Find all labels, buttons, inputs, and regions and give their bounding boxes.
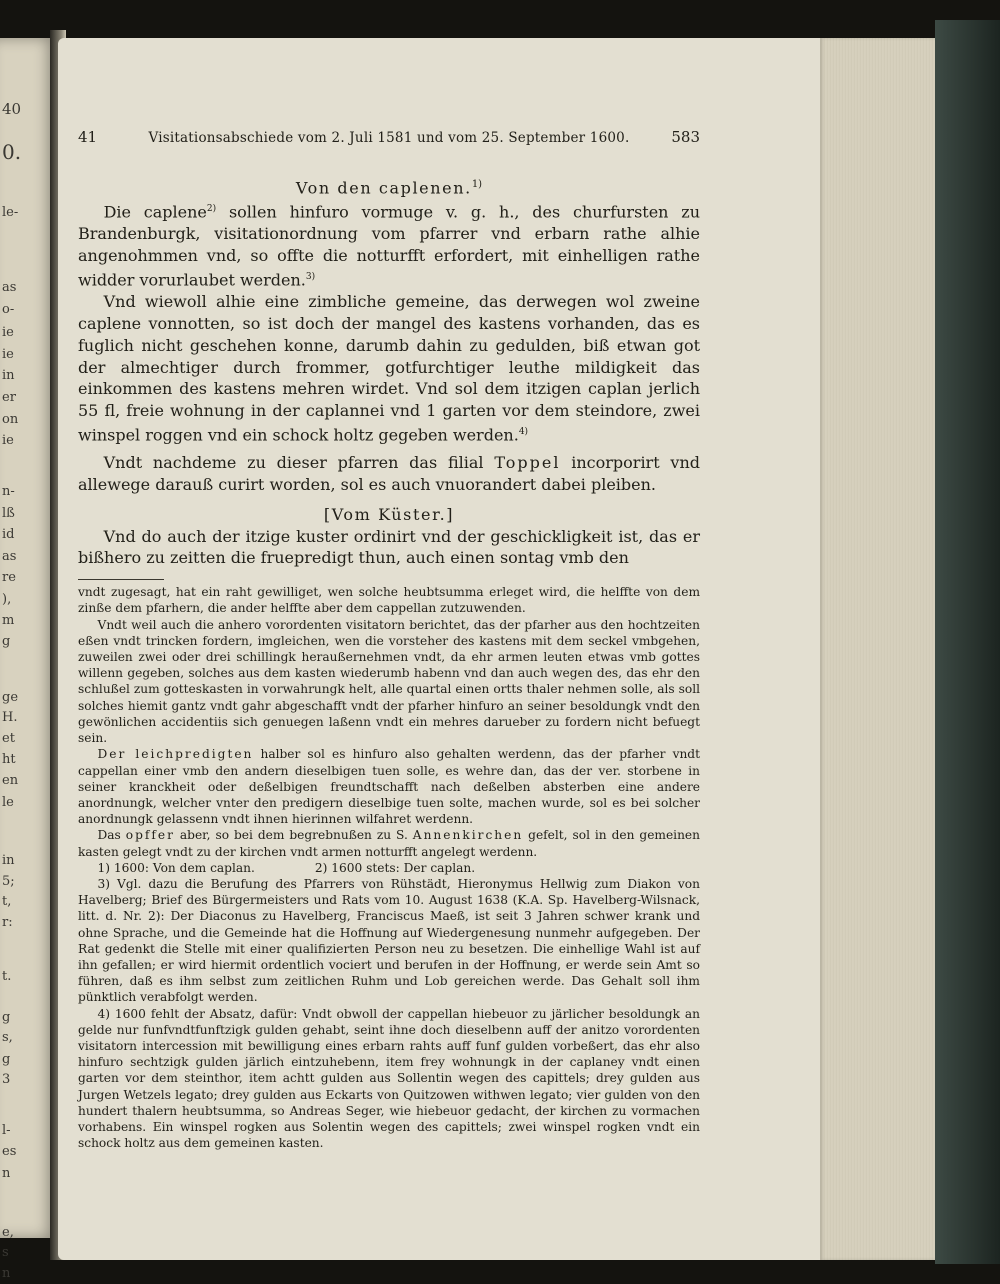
book-cover-edge bbox=[935, 20, 1000, 1264]
section-heading-caplenen: Von den caplenen.$^{1)}$ bbox=[295, 178, 483, 198]
footnote-ref: 2) bbox=[206, 204, 217, 215]
page-block-edge bbox=[820, 38, 945, 1260]
paragraph: Vndt nachdeme zu dieser pfarren das filial Toppel incorporirt vnd allewege darauß curirt worden, sol es auch vnuorandert dabei pleiben. bbox=[78, 453, 701, 494]
footnote-2: 2) 1600 stets: Der caplan. bbox=[314, 860, 476, 875]
left-page-fragment: s bbox=[2, 1245, 9, 1260]
paragraph: Die caplene$^{2)}$ sollen hinfuro vormuge v. g. h., des churfursten zu Brandenburgk, visitationordnung vom pfarrer vnd erbarn rathe alhie angenohmmen vnd, so offte die notturfft erfordert, mit einhelligen rathe widder vorurlaubet werden.$^{3)}$ bbox=[78, 202, 701, 290]
left-page-fragment: 5; bbox=[2, 874, 15, 889]
page-number-left: 41 bbox=[78, 128, 98, 146]
left-page-fragment: r: bbox=[2, 915, 13, 930]
footnote-paragraph: Das opffer aber, so bei dem begrebnußen zu S. Annenkirchen gefelt, sol in den gemeinen kasten gelegt vndt zu der kirchen vndt armen notturfft angelegt werdenn. bbox=[78, 828, 700, 859]
left-page-fragment: et bbox=[2, 731, 15, 746]
footnote-paragraph: Vndt weil auch die anhero vorordenten visitatorn berichtet, das der pfarher aus den hochtzeiten eßen vndt trincken fordern, imgleichen, wen die vorsteher des kastens mit dem seckel vmbgehen, zuweilen zwei oder drei schillingk heraußernehmen vndt, da ehr armen leuten etwas vmb gottes willenn gegeben, solches aus dem kasten wiederumb habenn vnd dan auch wegen des, das ehr den schlußel zum gotteskasten in vorwahrungk helt, alle quartal einen ortts thaler nehmen solle, als soll solches hiemit gantz vndt gahr abgeschafft vndt der pfarher hinfuro an seiner besoldungk vndt den gewönlichen accidentiis sich genuegen laßenn vndt ein mehres darueber zu fordern nicht befuegt sein. bbox=[78, 617, 700, 746]
left-page-fragment: es bbox=[2, 1144, 17, 1159]
footnote-4: 4) 1600 fehlt der Absatz, dafür: Vndt obwoll der cappellan hiebeuor zu järlicher besoldungk an gelde nur funfvndtfunftzigk gulden gehabt, seint ihne doch dieselbenn auff der anitzo vorordenten visitatorn intercession mit bewilligung eines erbarn rahts auff funf gulden vorbeßert, das ehr also hinfuro sechtzigk gulden järlich eintzuhebenn, item frey wohnungk in der caplaney vndt einen garten vor dem steinthor, item achtt gulden aus Sollentin wegen des capittels; drey gulden aus Jurgen Wetzels legato; drey gulden aus Eckarts von Quitzowen withwen legato; vier gulden von den hundert thalern heubtsumma, so Andreas Seger, wie hiebeuor gedacht, der kirchen zu vormachen vorhabens. Ein winspel rogken aus Solentin wegen des capittels; zwei winspel rogken vndt ein schock holtz aus dem gemeinen kasten. bbox=[78, 1006, 700, 1151]
left-page-fragment: er bbox=[2, 390, 16, 405]
left-page-fragment: t. bbox=[2, 969, 12, 984]
left-page-fragment: o- bbox=[2, 302, 15, 317]
footnote-continuation: vndt zugesagt, hat ein raht gewilliget, wen solche heubtsumma erleget wird, die helffte von dem zinße dem pfarhern, die ander helffte aber dem cappellan zutzuwenden. bbox=[78, 585, 700, 616]
footnote-ref: 1) bbox=[471, 179, 483, 190]
left-page-fragment: l- bbox=[2, 1123, 11, 1138]
left-page-fragment: in bbox=[2, 853, 15, 868]
left-page-fragment: e, bbox=[2, 1225, 14, 1240]
left-page-fragment: g bbox=[2, 1010, 11, 1025]
left-page-fragment: id bbox=[2, 527, 15, 542]
left-page-fragment: 3 bbox=[2, 1072, 11, 1087]
left-page-fragment: s, bbox=[2, 1030, 13, 1045]
left-page-fragment: ), bbox=[2, 592, 12, 607]
left-page-fragment: g bbox=[2, 1052, 11, 1067]
left-page-fragment: lß bbox=[2, 506, 15, 521]
left-page-fragment: in bbox=[2, 368, 15, 383]
footnotes bbox=[78, 584, 700, 1151]
left-page-fragment: as bbox=[2, 549, 17, 564]
footnote-ref: 3) bbox=[305, 272, 316, 283]
left-page-fragment: t, bbox=[2, 894, 12, 909]
left-page-fragment: m bbox=[2, 613, 15, 628]
running-header bbox=[78, 128, 700, 154]
left-page-fragment: ie bbox=[2, 347, 14, 362]
running-title: Visitationsabschiede vom 2. Juli 1581 und vom 25. September 1600. bbox=[148, 130, 630, 146]
footnote-paragraph: Der leichpredigten halber sol es hinfuro also gehalten werdenn, das der pfarher vndt cappellan einer vmb den andern dieselbigen tuen solle, es wehre dan, das der ver. storbene in seiner kranckheit oder deßelbigen freundtschafft nach deßelben absterben eine andere anordnungk, welcher vnter den predigern dieselbige tuen solte, machen wurde, sol es bei solcher anordnungk gelassenn vndt ihnen hierinnen wilfahret werdenn. bbox=[78, 747, 701, 827]
left-page-fragment: ie bbox=[2, 325, 14, 340]
footnote-ref: 4) bbox=[518, 426, 529, 437]
page-content bbox=[78, 128, 700, 1151]
left-page-fragment: n bbox=[2, 1166, 11, 1181]
main-text bbox=[78, 199, 700, 569]
left-page-fragment: g bbox=[2, 634, 11, 649]
footnote-1: 1) 1600: Von dem caplan. bbox=[97, 860, 255, 875]
left-page-fragment: as bbox=[2, 280, 17, 295]
paragraph: Vnd do auch der itzige kuster ordinirt vnd der geschickligkeit ist, das er bißhero zu zeitten die fruepredigt thun, auch einen sontag vmb den bbox=[78, 526, 700, 568]
left-page-fragment: re bbox=[2, 570, 16, 585]
section-heading-kuester: [Vom Küster.] bbox=[323, 504, 455, 524]
left-page-fragment: n bbox=[2, 1266, 11, 1281]
left-page-fragment: le- bbox=[2, 205, 19, 220]
left-page-fragment: ie bbox=[2, 433, 14, 448]
left-page-fragment: le bbox=[2, 795, 14, 810]
left-page-fragment: en bbox=[2, 773, 19, 788]
left-page-fragment: H. bbox=[2, 710, 18, 725]
left-page-fragment: 0. bbox=[2, 140, 22, 164]
footnote-3: 3) Vgl. dazu die Berufung des Pfarrers von Rühstädt, Hieronymus Hellwig zum Diakon von Havelberg; Brief des Bürgermeisters und Rats vom 10. August 1638 (K.A. Sp. Havelberg-Wilsnack, litt. d. Nr. 2): Der Diaconus zu Havelberg, Franciscus Maeß, ist seit 3 Jahren schwer krank und ohne Sprache, und die Gemeinde hat die Hoffnung auf Wiedergenesung nunmehr aufgegeben. Der Rat gedenkt die Stelle mit einer qualifizierten Person neu zu besetzen. Die einhellige Wahl ist auf ihn gefallen; er wird hiermit ordentlich vociert und berufen in der Hoffnung, er werde sein Amt so führen, daß es ihm selbst zum zeitlichen Ruhm und Lob gereichen werde. Das Gehalt soll ihm pünktlich verabfolgt werden. bbox=[78, 876, 700, 1005]
left-page-fragment: on bbox=[2, 412, 19, 427]
left-page-fragment: ht bbox=[2, 752, 16, 767]
left-page-fragment: 40 bbox=[2, 100, 22, 118]
footnotes-1-2 bbox=[78, 860, 700, 876]
left-page-fragment: ge bbox=[2, 690, 19, 705]
paragraph: Vnd wiewoll alhie eine zimbliche gemeine, das derwegen wol zweine caplene vonnotten, so ist doch der mangel des kastens vorhanden, das es fuglich nicht geschehen konne, darumb dahin zu gedulden, biß etwan got der almechtiger durch frommer, gotfurchtiger leuthe mildigkeit das einkommen des kastens mehren wirdet. Vnd sol dem itzigen caplan jerlich 55 fl, freie wohnung in der caplannei vnd 1 garten vor dem steindore, zwei winspel roggen vnd ein schock holtz gegeben werden.$^{4)}$ bbox=[78, 292, 700, 445]
footnote-divider bbox=[78, 579, 164, 580]
left-page-fragment: n- bbox=[2, 484, 15, 499]
page-number-right: 583 bbox=[671, 128, 700, 146]
